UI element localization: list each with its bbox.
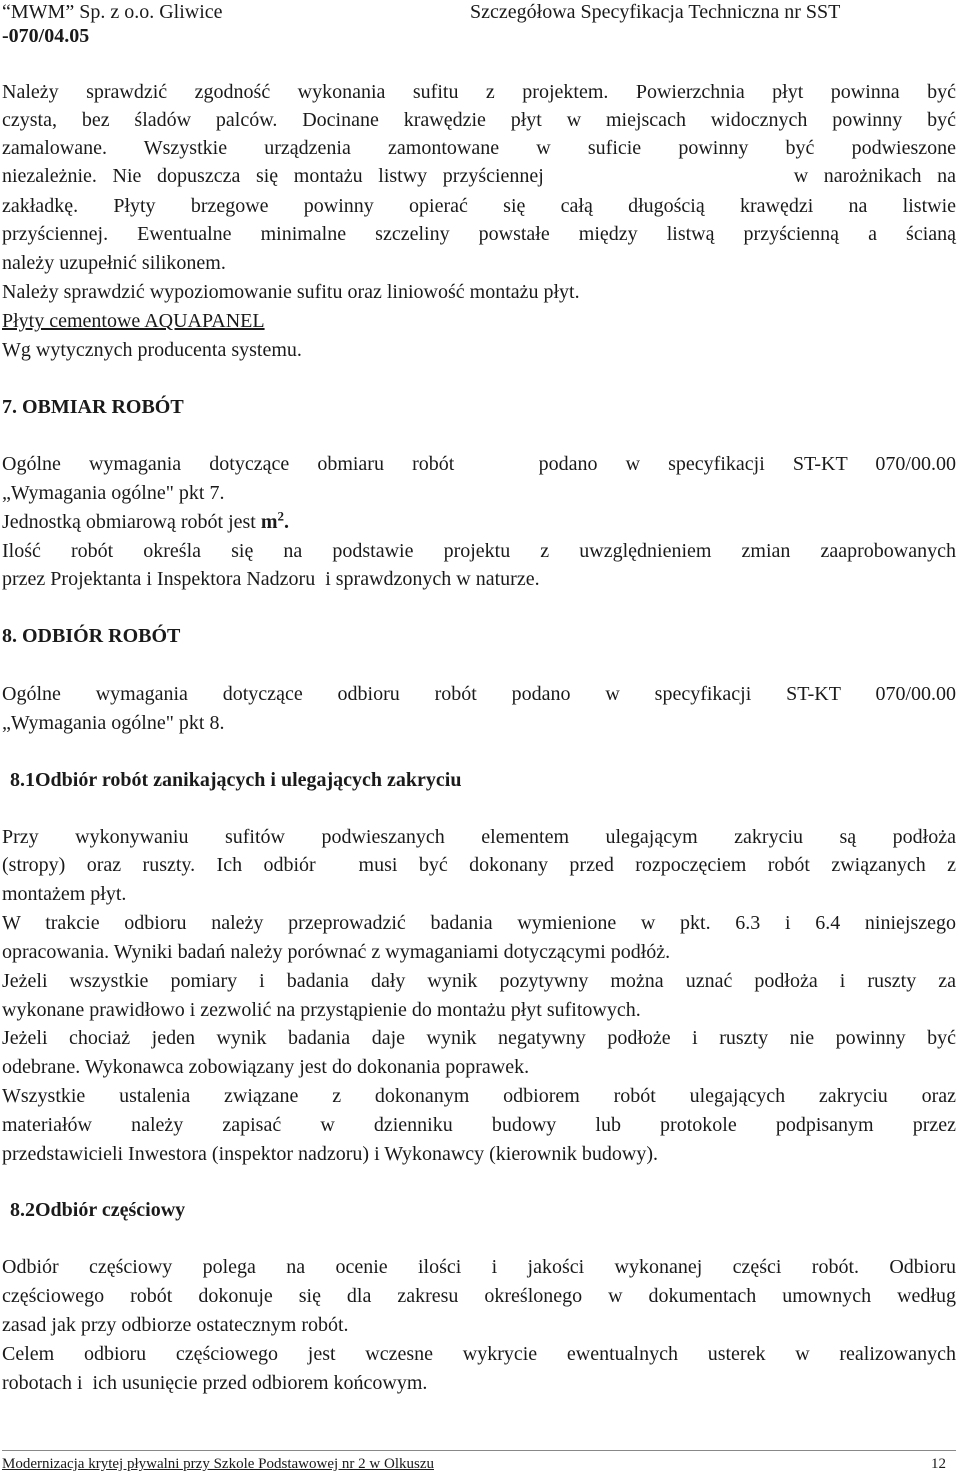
body-line: niezależnie. Nie dopuszcza się montażu listwy przyściennej w narożnikach na: [2, 165, 956, 187]
footer-project: Modernizacja krytej pływalni przy Szkole Podstawowej nr 2 w Olkuszu: [2, 1456, 434, 1472]
body-line: zasad jak przy odbiorze ostatecznym robót.: [2, 1314, 349, 1336]
body-line: Ogólne wymagania dotyczące obmiaru robót podano w specyfikacji ST-KT 070/00.00: [2, 453, 956, 475]
body-line: Ogólne wymagania dotyczące odbioru robót podano w specyfikacji ST-KT 070/00.00: [2, 683, 956, 705]
body-line: robotach i ich usunięcie przed odbiorem końcowym.: [2, 1372, 428, 1394]
header-spec-title: Szczegółowa Specyfikacja Techniczna nr SST: [470, 1, 841, 23]
unit-text: Jednostką obmiarową robót jest: [2, 511, 261, 533]
body-line: wykonane prawidłowo i zezwolić na przystąpienie do montażu płyt sufitowych.: [2, 999, 641, 1021]
body-line: W trakcie odbioru należy przeprowadzić badania wymienione w pkt. 6.3 i 6.4 niniejszego: [2, 912, 956, 934]
body-line: zakładkę. Płyty brzegowe powinny opierać się całą długością krawędzi na listwie: [2, 195, 956, 217]
body-line: Celem odbioru częściowego jest wczesne wykrycie ewentualnych usterek w realizowanych: [2, 1343, 956, 1365]
body-line: Wszystkie ustalenia związane z dokonanym odbiorem robót ulegających zakryciu oraz: [2, 1085, 956, 1107]
body-line: Należy sprawdzić wypoziomowanie sufitu oraz liniowość montażu płyt.: [2, 281, 580, 303]
unit-line: [2, 508, 956, 536]
body-line: Jeżeli wszystkie pomiary i badania dały wynik pozytywny można uznać podłoża i ruszty za: [2, 970, 956, 992]
header-company: “MWM” Sp. z o.o. Gliwice: [2, 1, 223, 23]
body-line: przez Projektanta i Inspektora Nadzoru i sprawdzonych w naturze.: [2, 568, 540, 590]
section-8-heading: 8. ODBIÓR ROBÓT: [2, 625, 181, 647]
body-line: (stropy) oraz ruszty. Ich odbiór musi być dokonany przed rozpoczęciem robót związanych z: [2, 854, 956, 876]
body-line: Ilość robót określa się na podstawie projektu z uwzględnieniem zmian zaaprobowanych: [2, 540, 956, 562]
unit-superscript: 2: [277, 508, 285, 524]
unit-value: m: [260, 511, 278, 533]
body-line: Należy sprawdzić zgodność wykonania sufitu z projektem. Powierzchnia płyt powinna być: [2, 81, 956, 103]
body-line: należy uzupełnić silikonem.: [2, 252, 226, 274]
section-8-2-heading: 8.2Odbiór częściowy: [10, 1199, 186, 1221]
page-header-right: [470, 0, 840, 24]
body-line: czysta, bez śladów palców. Docinane krawędzie płyt w miejscach widocznych powinny być: [2, 109, 956, 131]
body-line: przedstawicieli Inwestora (inspektor nadzoru) i Wykonawcy (kierownik budowy).: [2, 1143, 659, 1165]
header-doc-code: -070/04.05: [2, 25, 90, 47]
unit-end: .: [284, 511, 290, 533]
body-line: Przy wykonywaniu sufitów podwieszanych elementem ulegającym zakryciu są podłoża: [2, 826, 956, 848]
body-line: odebrane. Wykonawca zobowiązany jest do dokonania poprawek.: [2, 1056, 530, 1078]
section-7-heading: 7. OBMIAR ROBÓT: [2, 396, 184, 418]
page-header-left: [2, 0, 223, 48]
section-8-1-heading: 8.1Odbiór robót zanikających i ulegających zakryciu: [10, 769, 462, 791]
footer-divider: [2, 1450, 956, 1451]
body-line: montażem płyt.: [2, 883, 127, 905]
body-line: częściowego robót dokonuje się dla zakresu określonego w dokumentach umownych według: [2, 1285, 956, 1307]
body-line: „Wymagania ogólne" pkt 7.: [2, 482, 225, 504]
body-line: Odbiór częściowy polega na ocenie ilości i jakości wykonanej części robót. Odbioru: [2, 1256, 956, 1278]
aquapanel-text: Wg wytycznych producenta systemu.: [2, 339, 302, 361]
body-line: materiałów należy zapisać w dzienniku budowy lub protokole podpisanym przez: [2, 1114, 956, 1136]
body-line: „Wymagania ogólne" pkt 8.: [2, 712, 225, 734]
page-number: 12: [931, 1456, 946, 1472]
aquapanel-heading: Płyty cementowe AQUAPANEL: [2, 310, 265, 332]
body-line: zamalowane. Wszystkie urządzenia zamontowane w suficie powinny być podwieszone: [2, 137, 956, 159]
body-line: opracowania. Wyniki badań należy porównać z wymaganiami dotyczącymi podłóż.: [2, 941, 671, 963]
body-line: Jeżeli chociaż jeden wynik badania daje wynik negatywny podłoże i ruszty nie powinny być: [2, 1027, 956, 1049]
body-line: przyściennej. Ewentualne minimalne szczeliny powstałe między listwą przyścienną a ścianą: [2, 223, 956, 245]
